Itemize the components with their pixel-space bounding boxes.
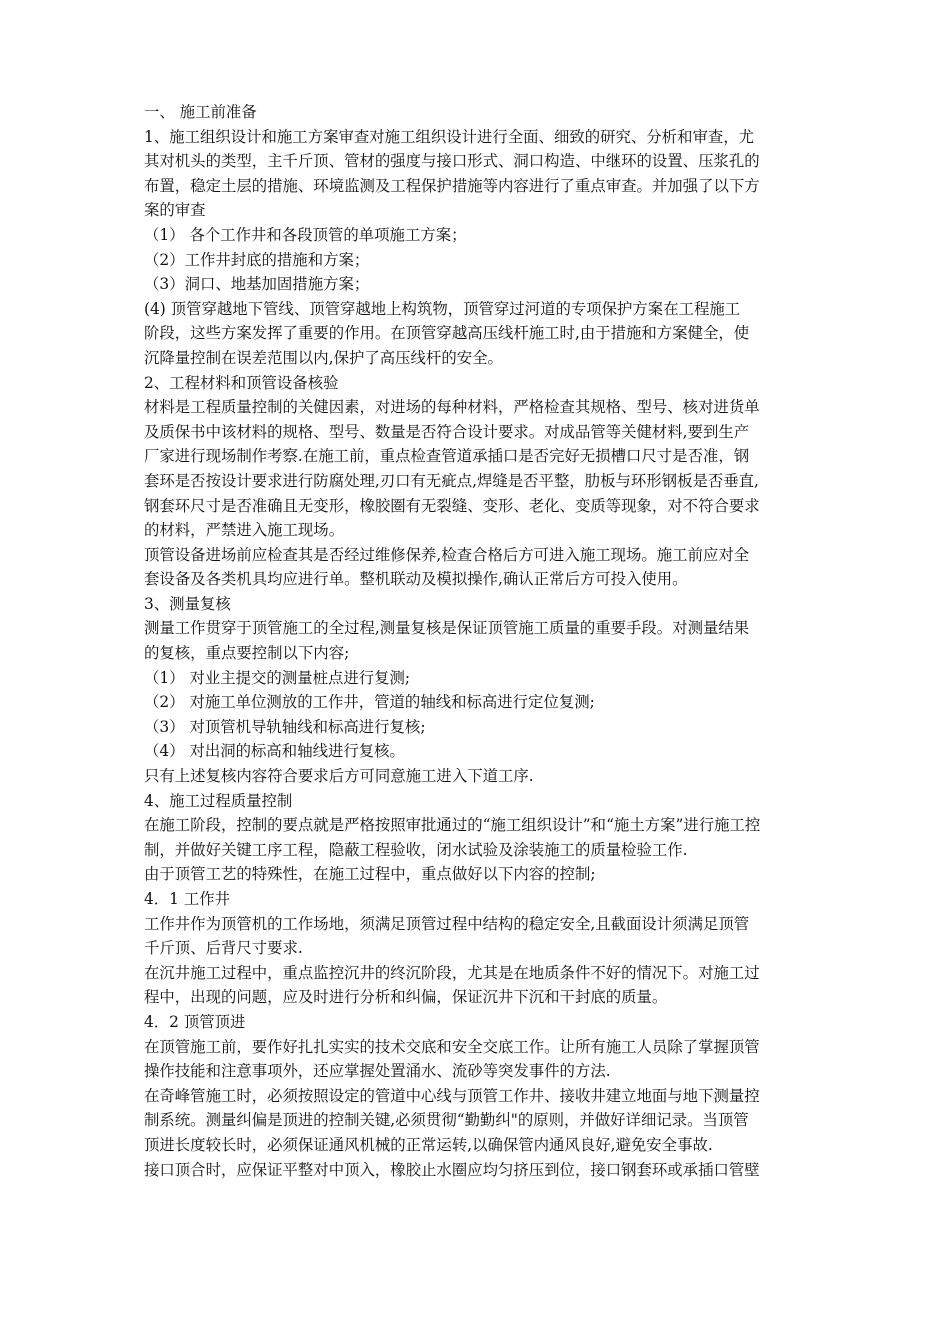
list-item: （2） 对施工单位测放的工作井，管道的轴线和标高进行定位复测; xyxy=(144,693,595,712)
text-line: 的材料，严禁进入施工现场。 xyxy=(144,521,345,540)
text-line: 案的审查 xyxy=(144,201,206,220)
text-line: 其对机头的类型，主千斤顶、管材的强度与接口形式、洞口构造、中继环的设置、压浆孔的 xyxy=(144,152,760,171)
list-item: （1） 各个工作井和各段顶管的单项施工方案； xyxy=(144,225,467,244)
document-body xyxy=(144,100,824,1182)
text-line: 制系统。测量纠偏是顶进的控制关键,必须贯彻“勤勤纠"的原则，并做好详细记录。当顶管 xyxy=(144,1111,749,1130)
list-item: （3）洞口、地基加固措施方案； xyxy=(144,275,370,294)
text-line: 的复核，重点要控制以下内容; xyxy=(144,644,350,663)
text-line: 材料是工程质量控制的关健因素，对进场的每种材料，严格检查其规格、型号、核对进货单 xyxy=(144,398,760,417)
text-line: 接口顶合时，应保证平整对中顶入，橡胶止水圈应均匀挤压到位，接口钢套环或承插口管壁 xyxy=(144,1160,760,1179)
subsection-heading: 4．1 工作井 xyxy=(144,890,231,908)
text-line: 在沉井施工过程中，重点监控沉井的终沉阶段，尤其是在地质条件不好的情况下。对施工过 xyxy=(144,963,760,982)
text-line: 套环是否按设计要求进行防腐处理,刃口有无疵点,焊缝是否平整，肋板与环形钢板是否垂直, xyxy=(144,471,759,490)
text-line: 制，并做好关键工序工程，隐蔽工程验收，闭水试验及涂装施工的质量检验工作. xyxy=(144,840,688,859)
text-line: 及质保书中该材料的规格、型号、数量是否符合设计要求。对成品管等关健材料,要到生产 xyxy=(144,422,750,441)
list-item: (4) 顶管穿越地下管线、顶管穿越地上构筑物，顶管穿过河道的专项保护方案在工程施工 xyxy=(144,299,741,318)
text-line: 千斤顶、后背尺寸要求. xyxy=(144,939,303,958)
list-item: （4） 对出洞的标高和轴线进行复核。 xyxy=(144,742,405,761)
subsection-heading: 4．2 顶管顶进 xyxy=(144,1012,246,1031)
text-line: 在施工阶段，控制的要点就是严格按照审批通过的“施工组织设计”和“施土方案”进行施工控 xyxy=(144,816,761,835)
section-heading: 一、 施工前准备 xyxy=(144,103,257,121)
subsection-heading: 3、测量复核 xyxy=(144,594,231,613)
text-line: 阶段，这些方案发挥了重要的作用。在顶管穿越高压线杆施工时,由于措施和方案健全，使 xyxy=(144,324,750,343)
text-line: 沉降量控制在误差范围以内,保护了高压线杆的安全。 xyxy=(144,348,503,367)
list-item: （1） 对业主提交的测量桩点进行复测; xyxy=(144,668,411,687)
text-line: 顶进长度较长时，必须保证通风机械的正常运转,以确保管内通风良好,避免安全事故. xyxy=(144,1135,713,1154)
text-line: 在奇峰管施工时，必须按照设定的管道中心线与顶管工作井、接收井建立地面与地下测量控 xyxy=(144,1086,760,1105)
list-item: （3） 对顶管机导轨轴线和标高进行复核; xyxy=(144,717,426,736)
text-line: 程中，出现的问题，应及时进行分析和纠偏，保证沉井下沉和干封底的质量。 xyxy=(144,988,668,1007)
list-item: （2）工作井封底的措施和方案； xyxy=(144,250,370,269)
subsection-heading: 4、施工过程质量控制 xyxy=(144,791,293,810)
text-line: 工作井作为顶管机的工作场地，须满足顶管过程中结构的稳定安全,且截面设计须满足顶管 xyxy=(144,914,750,933)
text-line: 布置，稳定土层的措施、环境监测及工程保护措施等内容进行了重点审查。并加强了以下方 xyxy=(144,176,760,195)
subsection-heading: 2、工程材料和顶管设备核验 xyxy=(144,373,339,392)
text-line: 厂家进行现场制作考察.在施工前，重点检查管道承插口是否完好无损槽口尺寸是否准，钢 xyxy=(144,447,750,466)
text-line: 在顶管施工前，要作好扎扎实实的技术交底和安全交底工作。让所有施工人员除了掌握顶管 xyxy=(144,1037,760,1056)
text-line: 顶管设备进场前应检查其是否经过维修保养,检查合格后方可进入施工现场。施工前应对全 xyxy=(144,545,750,564)
text-line: 套设备及各类机具均应进行单。整机联动及模拟操作,确认正常后方可投入使用。 xyxy=(144,570,688,589)
text-line: 操作技能和注意事项外，还应掌握处置涌水、流砂等突发事件的方法. xyxy=(144,1062,611,1081)
text-line: 钢套环尺寸是否准确且无变形，橡胶圈有无裂缝、变形、老化、变质等现象，对不符合要求 xyxy=(144,496,760,515)
text-line: 只有上述复核内容符合要求后方可同意施工进入下道工序. xyxy=(144,767,534,786)
subsection-heading: 1、施工组织设计和施工方案审查对施工组织设计进行全面、细致的研究、分析和审查，尤 xyxy=(144,127,755,146)
text-line: 由于顶管工艺的特殊性，在施工过程中，重点做好以下内容的控制; xyxy=(144,865,596,884)
text-line: 测量工作贯穿于顶管施工的全过程,测量复核是保证顶管施工质量的重要手段。对测量结果 xyxy=(144,619,750,638)
